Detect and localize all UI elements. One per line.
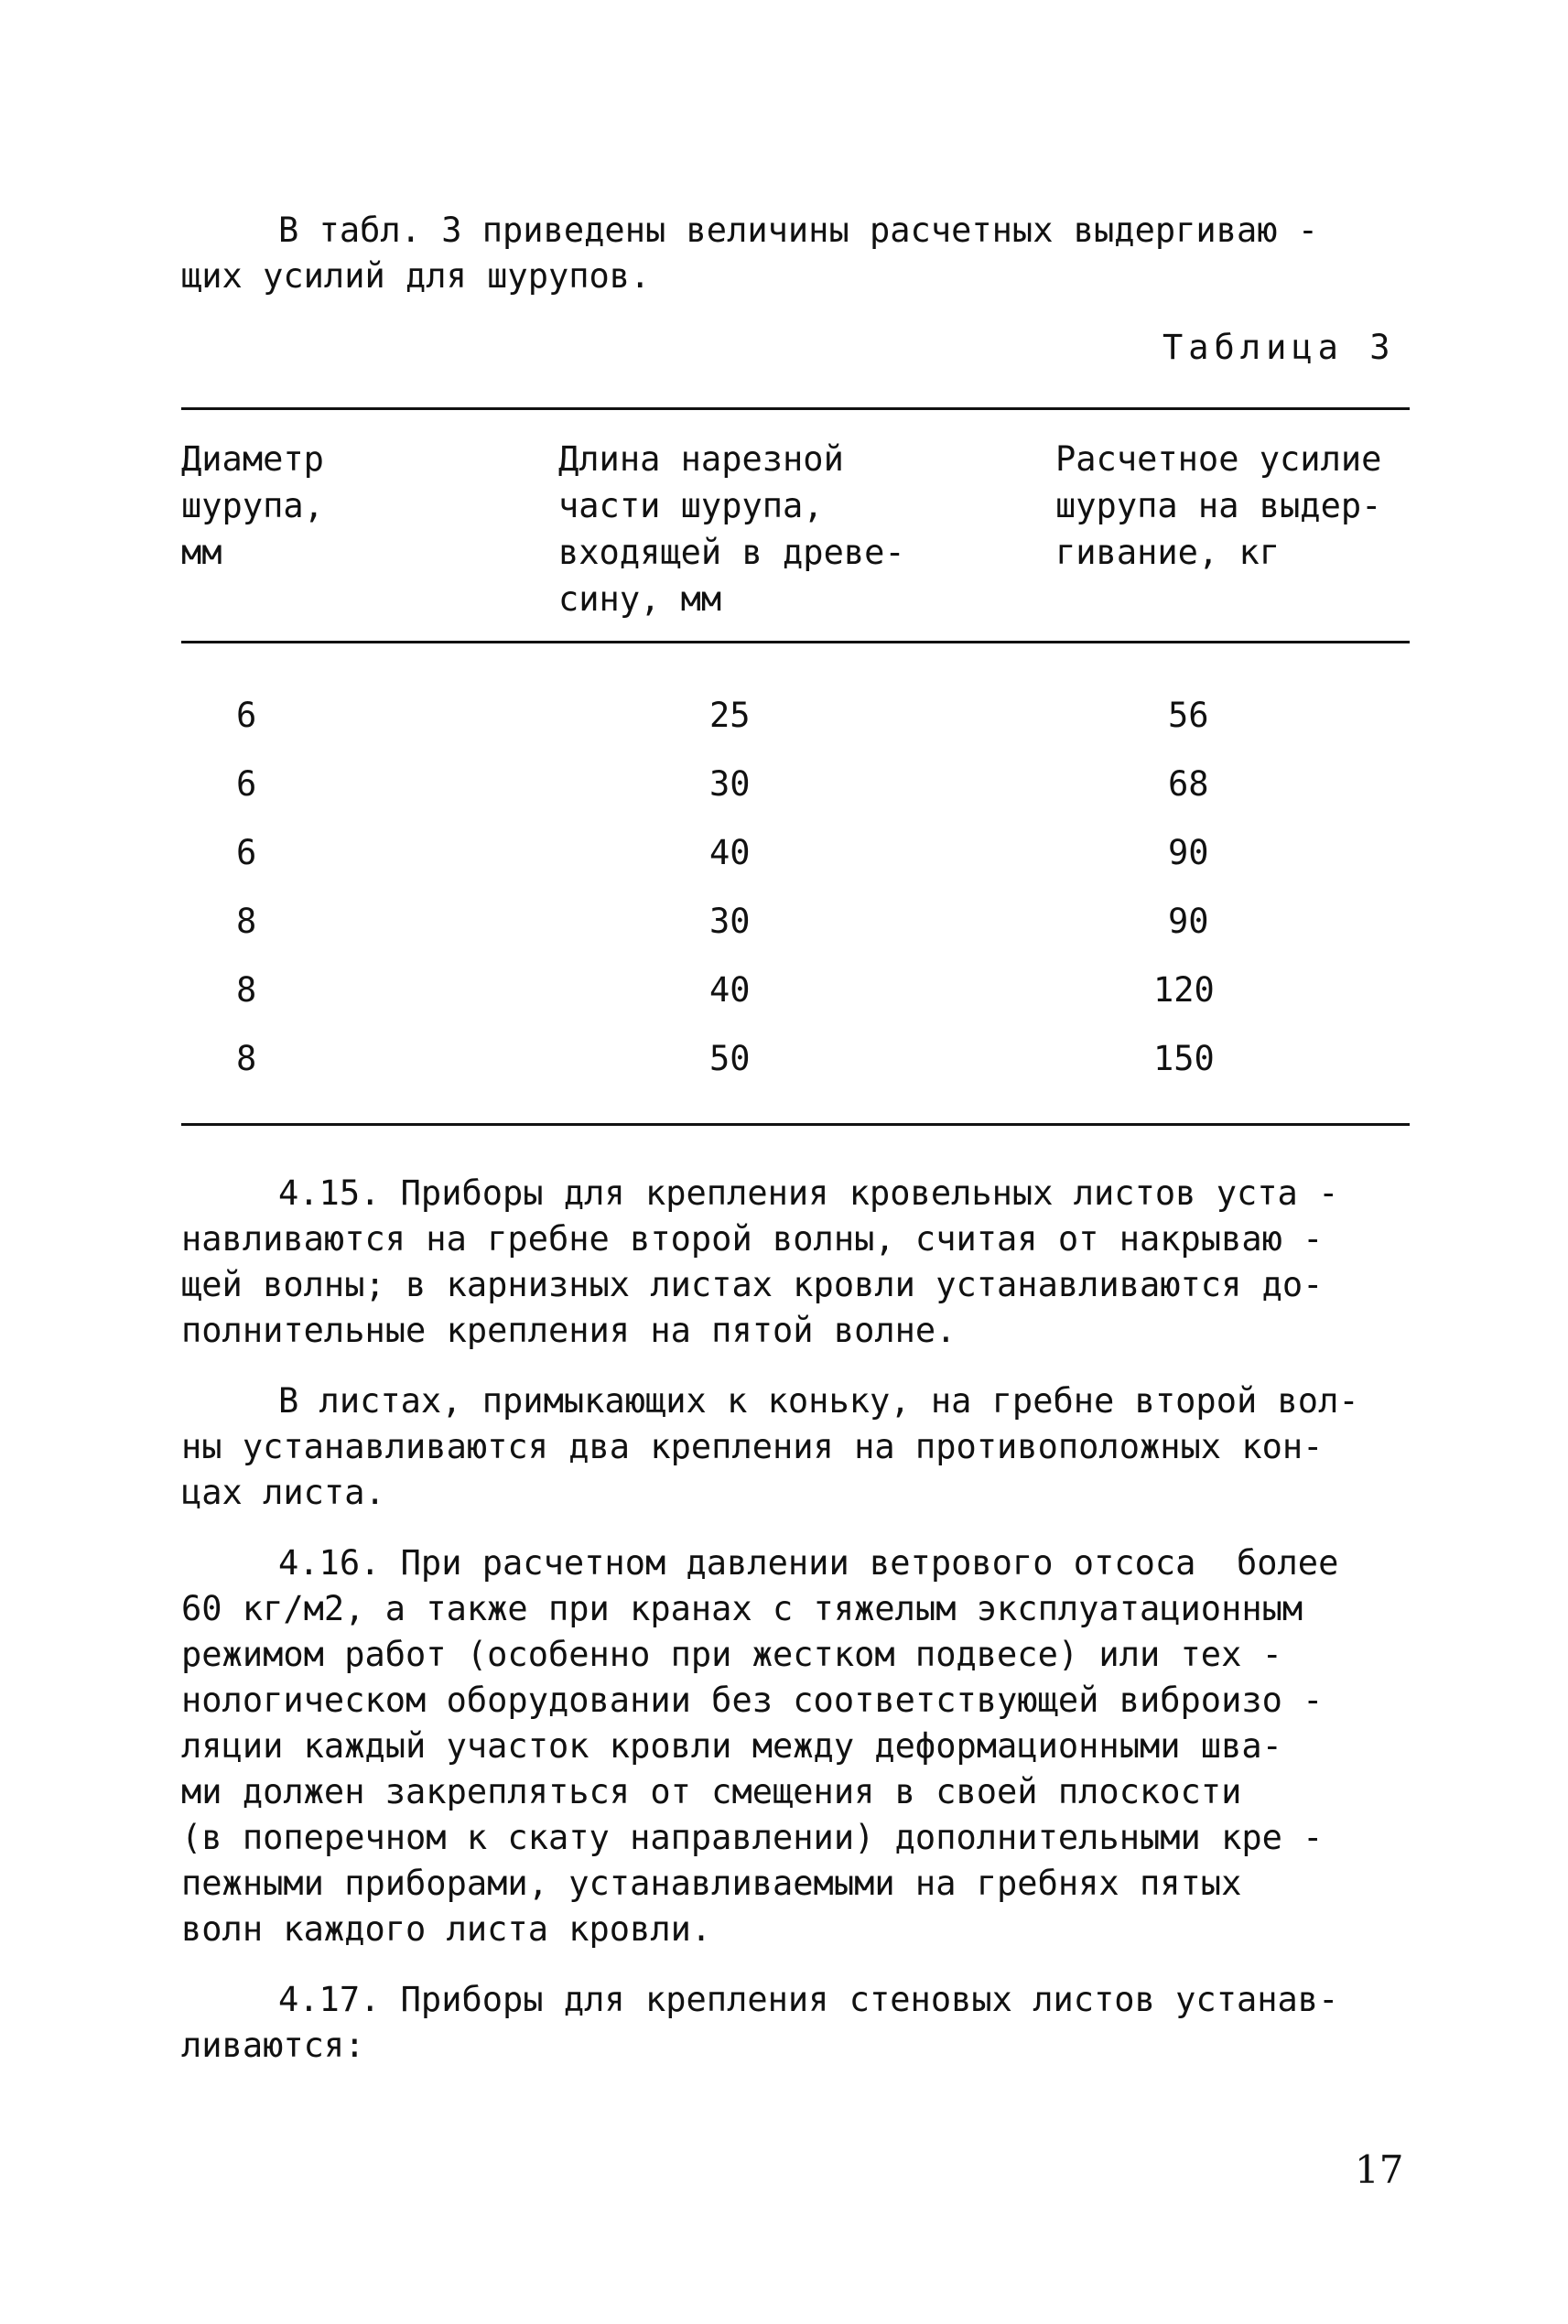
- cell-diameter: 6: [236, 833, 257, 872]
- cell-length: 40: [709, 833, 751, 872]
- section-line: режимом работ (особенно при жестком подвесе) или тех -: [181, 1635, 1282, 1674]
- table-top-rule: [181, 407, 1410, 410]
- cell-diameter: 8: [236, 970, 257, 1010]
- header-diameter: Диаметр шурупа, мм: [181, 439, 324, 572]
- section-line: пежными приборами, устанавливаемыми на гребнях пятых: [181, 1864, 1242, 1903]
- cell-length: 25: [709, 696, 751, 735]
- cell-force: 90: [1168, 902, 1209, 941]
- section-line: ляции каждый участок кровли между деформационными шва-: [181, 1726, 1282, 1766]
- section-line: В листах, примыкающих к коньку, на гребне второй вол-: [278, 1381, 1359, 1421]
- table-caption: Таблица 3: [1162, 328, 1396, 367]
- section-line: ливаются:: [181, 2026, 365, 2065]
- cell-length: 30: [709, 902, 751, 941]
- page-number: 17: [1355, 2147, 1404, 2192]
- intro-line-2: щих усилий для шурупов.: [181, 256, 651, 296]
- table-bottom-rule: [181, 1123, 1410, 1126]
- cell-force: 68: [1168, 764, 1209, 804]
- cell-diameter: 8: [236, 902, 257, 941]
- section-line: волн каждого листа кровли.: [181, 1909, 712, 1949]
- section-line: полнительные крепления на пятой волне.: [181, 1311, 957, 1350]
- cell-force: 90: [1168, 833, 1209, 872]
- cell-length: 30: [709, 764, 751, 804]
- cell-force: 120: [1153, 970, 1215, 1010]
- section-line: навливаются на гребне второй волны, считая от накрываю -: [181, 1219, 1324, 1259]
- cell-diameter: 6: [236, 696, 257, 735]
- cell-length: 40: [709, 970, 751, 1010]
- section-line: (в поперечном к скату направлении) дополнительными кре -: [181, 1818, 1324, 1857]
- section-line: 4.15. Приборы для крепления кровельных листов уста -: [278, 1173, 1339, 1213]
- section-line: ми должен закрепляться от смещения в своей плоскости: [181, 1772, 1242, 1811]
- section-line: 4.16. При расчетном давлении ветрового отсоса более: [278, 1543, 1339, 1583]
- table-header-rule: [181, 641, 1410, 643]
- section-line: нологическом оборудовании без соответствующей виброизо -: [181, 1681, 1324, 1720]
- cell-length: 50: [709, 1039, 751, 1078]
- section-line: ны устанавливаются два крепления на противоположных кон-: [181, 1427, 1324, 1466]
- cell-force: 150: [1153, 1039, 1215, 1078]
- cell-diameter: 8: [236, 1039, 257, 1078]
- cell-diameter: 6: [236, 764, 257, 804]
- section-line: 4.17. Приборы для крепления стеновых листов устанав-: [278, 1980, 1339, 2019]
- header-pullout-force: Расчетное усилие шурупа на выдер- гивание, кг: [1055, 439, 1382, 572]
- section-line: 60 кг/м2, а также при кранах с тяжелым эксплуатационным: [181, 1589, 1303, 1628]
- cell-force: 56: [1168, 696, 1209, 735]
- intro-line-1: В табл. 3 приведены величины расчетных выдергиваю -: [278, 211, 1319, 250]
- header-thread-length: Длина нарезной части шурупа, входящей в древе- сину, мм: [558, 439, 905, 619]
- section-line: щей волны; в карнизных листах кровли устанавливаются до-: [181, 1265, 1324, 1304]
- section-line: цах листа.: [181, 1473, 385, 1512]
